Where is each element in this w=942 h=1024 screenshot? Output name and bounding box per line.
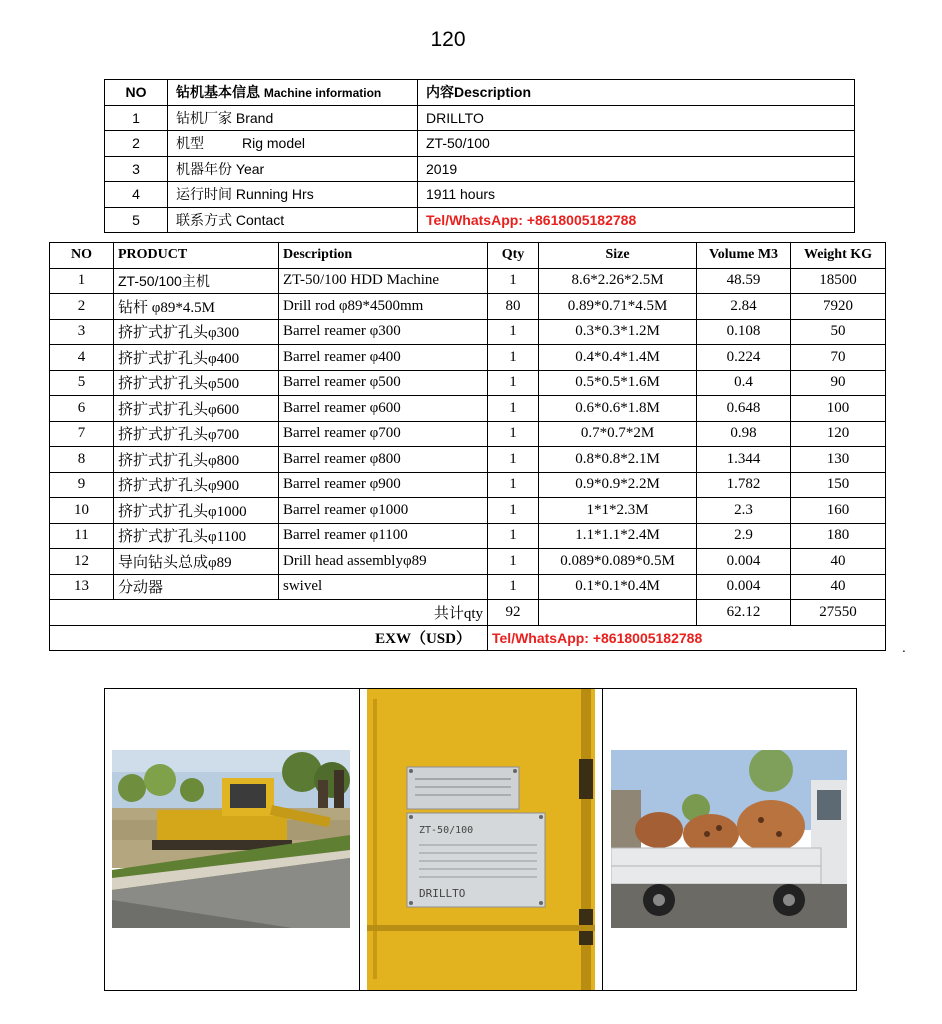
product-row (50, 523, 886, 549)
row-size: 8.6*2.26*2.5M (539, 268, 697, 294)
row-weight: 70 (791, 345, 886, 371)
product-row (50, 549, 886, 575)
product-rows (50, 268, 886, 600)
header-weight: Weight KG (791, 243, 886, 269)
row-size: 0.89*0.71*4.5M (539, 294, 697, 320)
product-row (50, 370, 886, 396)
row-product: 挤扩式扩孔头φ900 (114, 472, 279, 498)
row-volume: 2.84 (697, 294, 791, 320)
row-weight: 130 (791, 447, 886, 473)
info-header-desc: 内容Description (418, 80, 855, 106)
row-size: 0.3*0.3*1.2M (539, 319, 697, 345)
row-weight: 50 (791, 319, 886, 345)
row-weight: 7920 (791, 294, 886, 320)
info-label-zh: 联系方式 (176, 211, 232, 228)
row-product: 导向钻头总成φ89 (114, 549, 279, 575)
info-label (168, 207, 418, 233)
product-row (50, 396, 886, 422)
row-product: 挤扩式扩孔头φ400 (114, 345, 279, 371)
info-no: 3 (105, 156, 168, 182)
row-qty: 1 (488, 268, 539, 294)
exw-contact: Tel/WhatsApp: +8618005182788 (488, 625, 886, 651)
header-product: PRODUCT (114, 243, 279, 269)
info-label (168, 105, 418, 131)
row-description: ZT-50/100 HDD Machine (279, 268, 488, 294)
row-product: 钻杆 φ89*4.5M (114, 294, 279, 320)
row-product: ZT-50/100主机 (114, 268, 279, 294)
info-no: 1 (105, 105, 168, 131)
photo-nameplate (367, 689, 595, 990)
row-no: 3 (50, 319, 114, 345)
info-header-info-zh: 钻机基本信息 (176, 84, 260, 101)
row-no: 9 (50, 472, 114, 498)
info-row (105, 156, 855, 182)
photo-hdd-machine (112, 750, 350, 928)
header-description: Description (279, 243, 488, 269)
info-header-row (105, 80, 855, 106)
total-label: 共计qty (50, 600, 488, 626)
row-size: 0.5*0.5*1.6M (539, 370, 697, 396)
nameplate-model: ZT-50/100 (419, 825, 474, 836)
photo-table (104, 688, 857, 991)
row-product: 挤扩式扩孔头φ700 (114, 421, 279, 447)
product-row (50, 294, 886, 320)
row-no: 10 (50, 498, 114, 524)
row-qty: 1 (488, 523, 539, 549)
info-label (168, 156, 418, 182)
product-row (50, 574, 886, 600)
info-no: 2 (105, 131, 168, 157)
row-volume: 1.344 (697, 447, 791, 473)
photo-cell-nameplate (360, 689, 603, 991)
info-value: ZT-50/100 (418, 131, 855, 157)
info-label-zh: 机器年份 (176, 160, 232, 177)
row-size: 0.7*0.7*2M (539, 421, 697, 447)
row-size: 1*1*2.3M (539, 498, 697, 524)
row-description: Barrel reamer φ300 (279, 319, 488, 345)
photo-reamers-truck (611, 750, 847, 928)
row-size: 0.4*0.4*1.4M (539, 345, 697, 371)
info-no: 5 (105, 207, 168, 233)
exw-label: EXW（USD） (50, 625, 488, 651)
row-description: swivel (279, 574, 488, 600)
row-no: 1 (50, 268, 114, 294)
row-no: 11 (50, 523, 114, 549)
row-qty: 1 (488, 574, 539, 600)
row-weight: 160 (791, 498, 886, 524)
info-label-en: Rig model (242, 135, 306, 152)
info-value: DRILLTO (418, 105, 855, 131)
row-qty: 1 (488, 421, 539, 447)
row-no: 2 (50, 294, 114, 320)
info-row (105, 182, 855, 208)
info-header-info (168, 80, 418, 106)
row-weight: 40 (791, 549, 886, 575)
row-qty: 1 (488, 549, 539, 575)
product-header-row (50, 243, 886, 269)
row-size: 0.6*0.6*1.8M (539, 396, 697, 422)
product-row (50, 345, 886, 371)
reamers-truck-image (611, 750, 847, 928)
product-row (50, 498, 886, 524)
row-volume: 0.98 (697, 421, 791, 447)
row-volume: 0.224 (697, 345, 791, 371)
row-no: 6 (50, 396, 114, 422)
row-weight: 90 (791, 370, 886, 396)
contact-value: Tel/WhatsApp: +8618005182788 (418, 207, 855, 233)
nameplate-brand: DRILLTO (419, 887, 466, 900)
nameplate-image (367, 689, 595, 990)
row-qty: 1 (488, 498, 539, 524)
row-qty: 1 (488, 472, 539, 498)
photo-cell-reamers (603, 689, 857, 991)
row-qty: 1 (488, 447, 539, 473)
info-label-en: Contact (235, 211, 285, 228)
product-row (50, 319, 886, 345)
row-weight: 180 (791, 523, 886, 549)
header-size: Size (539, 243, 697, 269)
exw-row (50, 625, 886, 651)
header-volume: Volume M3 (697, 243, 791, 269)
info-row (105, 207, 855, 233)
product-row (50, 447, 886, 473)
row-size: 1.1*1.1*2.4M (539, 523, 697, 549)
row-no: 8 (50, 447, 114, 473)
row-no: 4 (50, 345, 114, 371)
row-size: 0.8*0.8*2.1M (539, 447, 697, 473)
row-no: 13 (50, 574, 114, 600)
row-qty: 1 (488, 345, 539, 371)
row-product: 挤扩式扩孔头φ1000 (114, 498, 279, 524)
info-header-info-en: Machine information (263, 86, 382, 101)
info-label-zh: 机型 (176, 135, 204, 152)
row-volume: 1.782 (697, 472, 791, 498)
hdd-machine-image (112, 750, 350, 928)
info-row (105, 105, 855, 131)
info-header-no: NO (105, 80, 168, 106)
total-volume: 62.12 (697, 600, 791, 626)
row-description: Barrel reamer φ700 (279, 421, 488, 447)
info-label (168, 131, 418, 157)
page-number: 120 (430, 28, 466, 51)
row-description: Drill head assemblyφ89 (279, 549, 488, 575)
info-value: 2019 (418, 156, 855, 182)
row-weight: 100 (791, 396, 886, 422)
row-description: Drill rod φ89*4500mm (279, 294, 488, 320)
row-description: Barrel reamer φ500 (279, 370, 488, 396)
total-size-empty (539, 600, 697, 626)
total-qty: 92 (488, 600, 539, 626)
row-description: Barrel reamer φ800 (279, 447, 488, 473)
machine-info-table (104, 79, 855, 233)
row-product: 挤扩式扩孔头φ500 (114, 370, 279, 396)
info-label (168, 182, 418, 208)
row-description: Barrel reamer φ900 (279, 472, 488, 498)
product-row (50, 472, 886, 498)
row-product: 挤扩式扩孔头φ300 (114, 319, 279, 345)
row-no: 7 (50, 421, 114, 447)
info-label-zh: 钻机厂家 (176, 109, 232, 126)
total-row (50, 600, 886, 626)
header-no: NO (50, 243, 114, 269)
total-weight: 27550 (791, 600, 886, 626)
trailing-mark: . (902, 641, 906, 655)
row-no: 12 (50, 549, 114, 575)
product-row (50, 421, 886, 447)
row-qty: 1 (488, 319, 539, 345)
row-no: 5 (50, 370, 114, 396)
header-qty: Qty (488, 243, 539, 269)
row-volume: 2.9 (697, 523, 791, 549)
row-volume: 0.004 (697, 574, 791, 600)
row-description: Barrel reamer φ1000 (279, 498, 488, 524)
info-label-en: Brand (235, 109, 274, 126)
row-size: 0.1*0.1*0.4M (539, 574, 697, 600)
row-size: 0.089*0.089*0.5M (539, 549, 697, 575)
row-weight: 40 (791, 574, 886, 600)
product-table (49, 242, 886, 651)
info-label-en: Running Hrs (235, 186, 314, 203)
row-product: 挤扩式扩孔头φ1100 (114, 523, 279, 549)
row-volume: 2.3 (697, 498, 791, 524)
info-row (105, 131, 855, 157)
info-value: 1911 hours (418, 182, 855, 208)
row-description: Barrel reamer φ400 (279, 345, 488, 371)
row-volume: 0.648 (697, 396, 791, 422)
photo-cell-machine (105, 689, 360, 991)
info-label-en: Year (235, 160, 265, 177)
info-no: 4 (105, 182, 168, 208)
row-qty: 1 (488, 370, 539, 396)
row-volume: 0.4 (697, 370, 791, 396)
row-volume: 0.004 (697, 549, 791, 575)
row-size: 0.9*0.9*2.2M (539, 472, 697, 498)
row-product: 挤扩式扩孔头φ800 (114, 447, 279, 473)
row-qty: 1 (488, 396, 539, 422)
info-label-zh: 运行时间 (176, 186, 232, 203)
row-product: 分动器 (114, 574, 279, 600)
row-weight: 150 (791, 472, 886, 498)
row-volume: 48.59 (697, 268, 791, 294)
row-volume: 0.108 (697, 319, 791, 345)
row-weight: 18500 (791, 268, 886, 294)
product-row (50, 268, 886, 294)
row-description: Barrel reamer φ1100 (279, 523, 488, 549)
row-weight: 120 (791, 421, 886, 447)
row-description: Barrel reamer φ600 (279, 396, 488, 422)
row-product: 挤扩式扩孔头φ600 (114, 396, 279, 422)
row-qty: 80 (488, 294, 539, 320)
